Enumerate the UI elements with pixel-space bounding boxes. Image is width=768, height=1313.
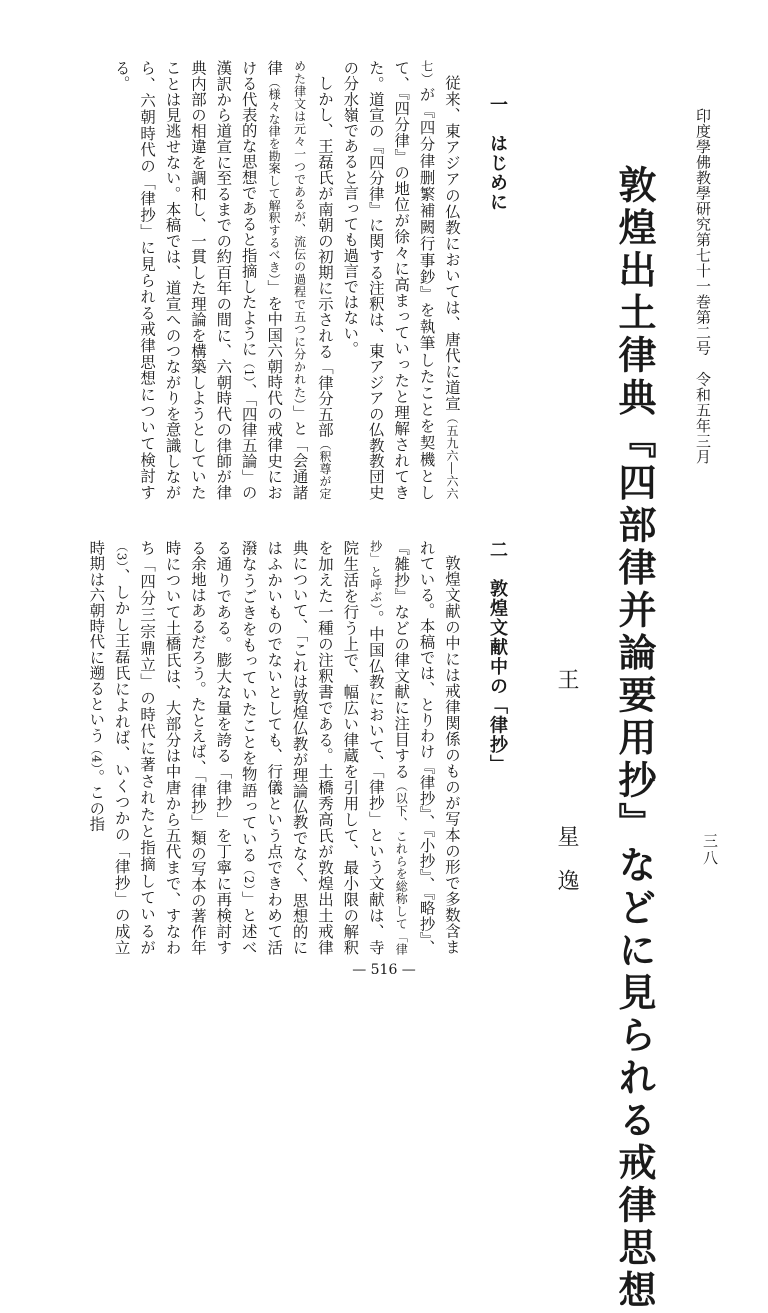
section-1-body — [112, 60, 464, 500]
section-heading-1: 一 はじめに — [487, 95, 508, 212]
footnote-ref: （2） — [241, 863, 256, 891]
section-heading-2: 二 敦煌文献中の「律抄」 — [487, 540, 508, 774]
article-title: 敦煌出土律典『四部律并論要用抄』などに見られる戒律思想 — [612, 165, 657, 1313]
page-number-kanji: 三八 — [701, 833, 719, 867]
author-surname: 王 — [554, 668, 579, 690]
footnote-ref: （3） — [114, 540, 129, 568]
section-2-body — [87, 540, 464, 956]
footnote-ref: （1） — [241, 356, 256, 383]
journal-header: 印度學佛教學研究第七十一巻第二号 令和五年三月 — [694, 108, 712, 465]
author-name — [555, 668, 577, 891]
paragraph: 敦煌文献の中には戒律関係のものが写本の形で多数含まれている。本稿では、とりわけ『律抄』、『小抄』、『略抄』、『雑抄』などの律文献に注目する（以下、これらを総称して「律抄」と呼ぶ）。中国仏教において、「律抄」という文献は、寺院生活を行う上で、幅広い律蔵を引用して、最小限の解釈を加えた一種の注釈書である。土橋秀高氏が敦煌出土戒律典について、「これは敦煌仏教が理論仏教でなく、思想的にはふかいものでないとしても、行儀という点できわめて活潑なうごきをもっていたことを物語っている（2）」と述べる通りである。膨大な量を誇る「律抄」を丁寧に再検討する余地はあるだろう。たとえば、「律抄」類の写本の著作年時について土橋氏は、大部分は中唐から五代まで、すなわち「四分三宗鼎立」の時代に著されたと指摘しているが（3）、しかし王磊氏によれば、いくつかの「律抄」の成立時期は六朝時代に遡るという（4）。この指 — [87, 540, 461, 956]
paragraph: しかし、王磊氏が南朝の初期に示される「律分五部（釈尊が定めた律文は元々一つであるが、流伝の過程で五つに分かれた）」と「会通諸律（様々な律を勘案して解釈するべき）」を中国六朝時代の戒律史における代表的な思想であると指摘したように（1）、「四律五論」の漢訳から道宣に至るまでの約百年の間に、六朝時代の律師が律典内部の相違を調和し、一貫した理論を構築しようとしていたことは見逃せない。本稿では、道宣へのつながりを意識しながら、六朝時代の「律抄」に見られる戒律思想について検討する。 — [112, 60, 334, 500]
footnote-ref: （4） — [89, 742, 104, 770]
author-given-name: 星 逸 — [554, 825, 579, 891]
page-number: — 516 — — [352, 962, 416, 978]
paragraph: 従来、東アジアの仏教においては、唐代に道宣（五九六―六六七）が『四分律删繁補闕行事鈔』を執筆したことを契機として、『四分律』の地位が徐々に高まっていったと理解されてきた。道宣の『四分律』に関する注釈は、東アジアの仏教教団史の分水嶺であると言っても過言ではない。 — [341, 60, 461, 500]
